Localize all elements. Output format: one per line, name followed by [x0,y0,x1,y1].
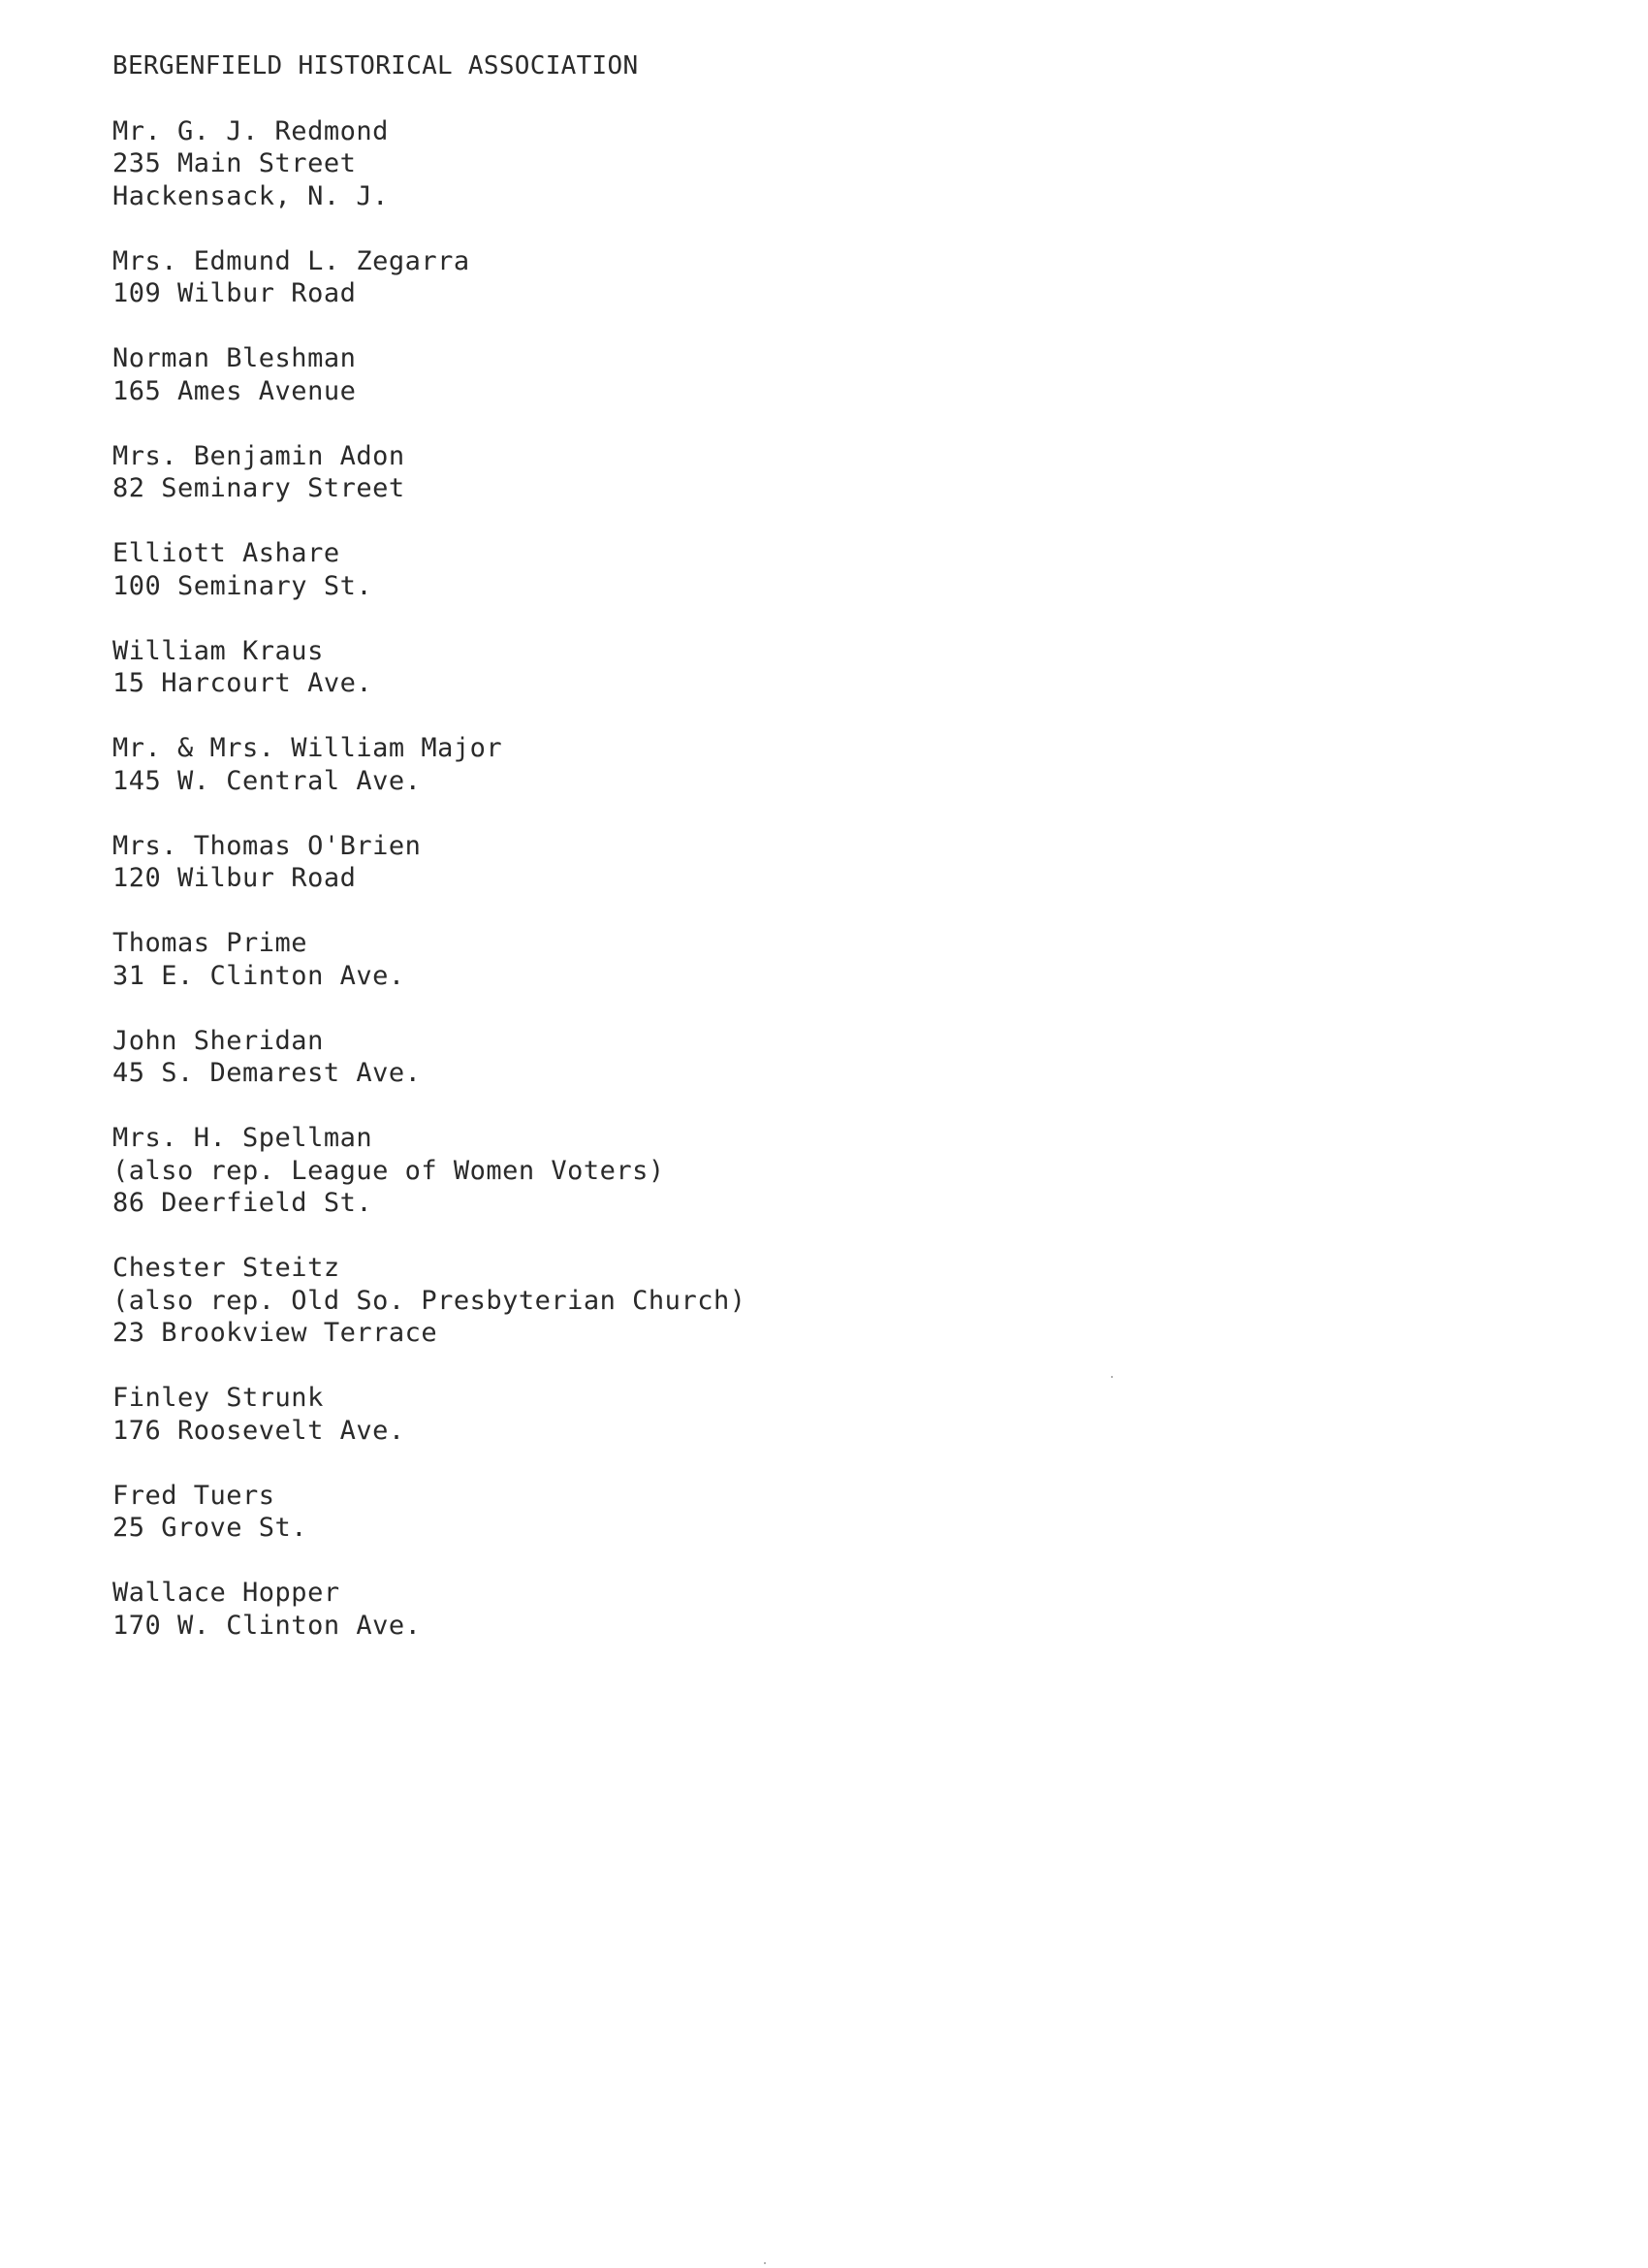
member-address: 165 Ames Avenue [112,375,357,406]
member-name: Mr. G. J. Redmond [112,115,389,146]
list-item [112,1382,1373,1447]
member-name: Mr. & Mrs. William Major [112,733,503,763]
list-item [112,342,1373,407]
member-name: Mrs. Thomas O'Brien [112,830,422,861]
list-item [112,1577,1373,1642]
member-address: 23 Brookview Terrace [112,1318,438,1348]
list-item [112,1122,1373,1220]
list-item [112,830,1373,895]
member-name: Chester Steitz [112,1253,340,1283]
list-item [112,927,1373,992]
list-item [112,1252,1373,1350]
member-address: 82 Seminary Street [112,473,405,503]
member-address: 176 Roosevelt Ave. [112,1415,405,1446]
member-address: 109 Wilbur Road [112,278,357,308]
member-affiliation: (also rep. Old So. Presbyterian Church) [112,1285,746,1316]
scan-speck [764,2262,766,2264]
list-item [112,537,1373,602]
list-item [112,732,1373,797]
list-item [112,115,1373,213]
member-address: 100 Seminary St. [112,570,373,601]
member-name: Elliott Ashare [112,538,340,568]
list-item [112,1025,1373,1090]
member-name: Wallace Hopper [112,1578,340,1608]
document-heading: BERGENFIELD HISTORICAL ASSOCIATION [112,51,639,80]
list-item [112,1480,1373,1545]
member-address: 235 Main Street [112,148,357,178]
member-address: 170 W. Clinton Ave. [112,1610,422,1641]
member-address: 86 Deerfield St. [112,1188,373,1218]
member-name: Mrs. Benjamin Adon [112,440,405,471]
member-address: 15 Harcourt Ave. [112,668,373,698]
member-affiliation: (also rep. League of Women Voters) [112,1155,665,1186]
member-address: 120 Wilbur Road [112,863,357,893]
scan-speck [1111,1376,1113,1378]
list-item [112,440,1373,505]
member-name: William Kraus [112,635,324,666]
member-name: Finley Strunk [112,1383,324,1413]
member-name: Fred Tuers [112,1480,275,1511]
member-address: 31 E. Clinton Ave. [112,960,405,991]
member-name: Norman Bleshman [112,343,357,373]
member-name: John Sheridan [112,1025,324,1056]
member-name: Mrs. H. Spellman [112,1123,373,1153]
member-name: Thomas Prime [112,928,308,958]
member-name: Mrs. Edmund L. Zegarra [112,245,470,276]
member-address: 145 W. Central Ave. [112,765,422,796]
member-address: 45 S. Demarest Ave. [112,1058,422,1088]
member-address: 25 Grove St. [112,1513,308,1543]
member-address: Hackensack, N. J. [112,180,389,211]
list-item [112,635,1373,700]
list-item [112,245,1373,310]
member-list [112,50,1373,1675]
